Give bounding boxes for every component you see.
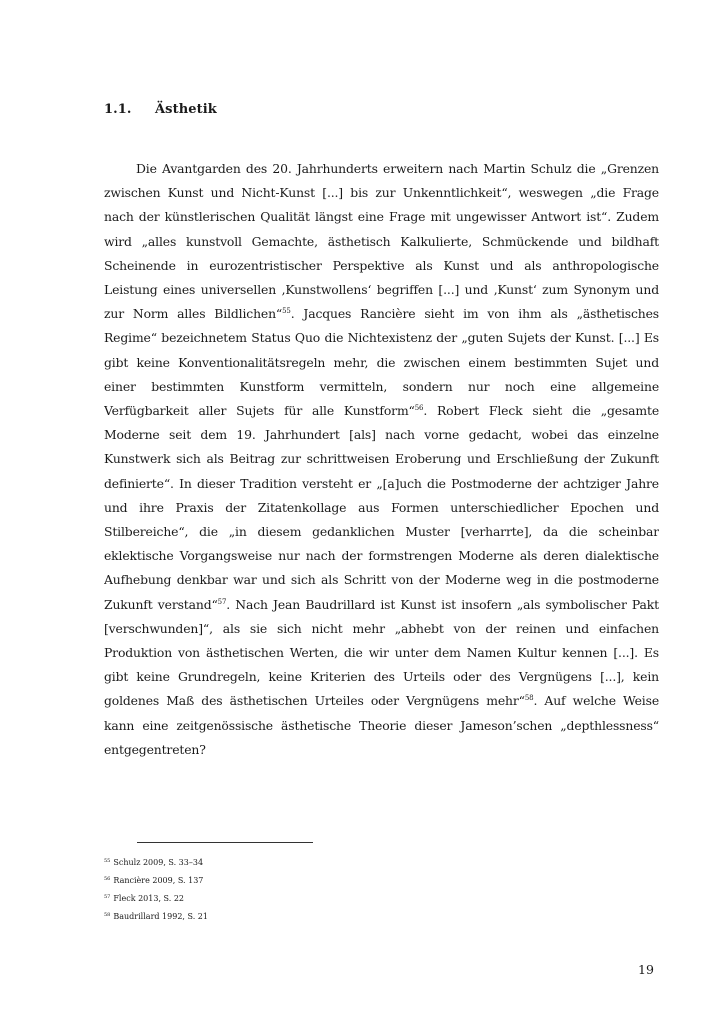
footnote-marker: 58: [104, 912, 111, 918]
footnote-item: [104, 854, 208, 872]
page-number: 19: [638, 962, 654, 977]
body-line: nach der künstlerischen Qualität längst eine Frage mit ungewisser Antwort ist“. Zudem: [104, 209, 659, 225]
body-line: entgegentreten?: [104, 741, 206, 757]
body-line: kann eine zeitgenössische ästhetische Theorie dieser Jameson’schen „depthlessness“: [104, 717, 659, 733]
body-line: Produktion von ästhetischen Werten, die wir unter dem Namen Kultur kennen [...]. Es: [104, 645, 659, 661]
body-line: Leistung eines universellen ‚Kunstwollens‘ begriffen [...] und ‚Kunst‘ zum Synonym und: [104, 282, 659, 298]
body-line: Verfügbarkeit aller Sujets für alle Kunstform“$^{56}$. Robert Fleck sieht die „gesamte: [104, 403, 659, 419]
body-line: Moderne seit dem 19. Jahrhundert [als] nach vorne gedacht, wobei das einzelne: [104, 427, 659, 443]
body-line: einer bestimmten Kunstform vermitteln, sondern nur noch eine allgemeine: [104, 378, 659, 394]
body-line: und ihre Praxis der Zitatenkollage aus Formen unterschiedlicher Epochen und: [104, 499, 659, 515]
footnote-reference[interactable]: 58: [524, 694, 534, 703]
footnote-text: Fleck 2013, S. 22: [113, 894, 184, 903]
body-line: eklektische Vorgangsweise nur nach der formstrengen Moderne als deren dialektische: [104, 548, 659, 564]
section-title: Ästhetik: [155, 102, 217, 117]
footnote-marker: 57: [104, 894, 111, 900]
body-line: goldenes Maß des ästhetischen Urteiles oder Vergnügens mehr“$^{58}$. Auf welche Weise: [104, 693, 659, 709]
footnote-marker: 55: [104, 858, 111, 864]
section-heading: [104, 102, 217, 117]
body-line: Die Avantgarden des 20. Jahrhunderts erweitern nach Martin Schulz die „Grenzen: [136, 161, 659, 176]
body-line: [verschwunden]“, als sie sich nicht mehr „abhebt von der reinen und einfachen: [104, 620, 659, 636]
body-line: zwischen Kunst und Nicht-Kunst [...] bis zur Unkenntlichkeit“, weswegen „die Frage: [104, 185, 659, 201]
footnote-reference[interactable]: 55: [282, 307, 291, 316]
body-line: Zukunft verstand“$^{57}$. Nach Jean Baudrillard ist Kunst ist insofern „als symbolischer Pakt: [104, 596, 659, 612]
section-number: 1.1.: [104, 102, 132, 117]
body-line: zur Norm alles Bildlichen“$^{55}$. Jacques Rancière sieht im von ihm als „ästhetisches: [104, 306, 659, 322]
footnote-item: [104, 872, 208, 890]
body-line: gibt keine Grundregeln, keine Kriterien des Urteils oder des Vergnügens [...], kein: [104, 669, 659, 685]
footnote-reference[interactable]: 57: [217, 597, 227, 606]
footnote-item: [104, 908, 208, 926]
body-line: wird „alles kunstvoll Gemachte, ästhetisch Kalkulierte, Schmückende und bildhaft: [104, 233, 659, 249]
body-paragraph: [104, 157, 659, 762]
body-line: Stilbereiche“, die „in diesem gedanklichen Muster [verharrte], da die scheinbar: [104, 524, 659, 540]
body-line: Scheinende in eurozentristischer Perspektive als Kunst und als anthropologische: [104, 257, 659, 273]
body-line: definierte“. In dieser Tradition versteht er „[a]uch die Postmoderne der achtziger Jahre: [104, 475, 659, 491]
footnote-reference[interactable]: 56: [414, 404, 424, 413]
footnote-text: Baudrillard 1992, S. 21: [113, 912, 208, 921]
body-line: gibt keine Konventionalitätsregeln mehr, die zwischen einem bestimmten Sujet und: [104, 354, 659, 370]
footnote-marker: 56: [104, 876, 111, 882]
footnote-text: Rancière 2009, S. 137: [113, 876, 204, 885]
body-line: Aufhebung denkbar war und sich als Schritt von der Moderne weg in die postmoderne: [104, 572, 659, 588]
body-line: Regime“ bezeichnetem Status Quo die Nichtexistenz der „guten Sujets der Kunst. [...] Es: [104, 330, 659, 346]
footnote-item: [104, 890, 208, 908]
body-line: Kunstwerk sich als Beitrag zur schrittweisen Eroberung und Erschließung der Zukunft: [104, 451, 659, 467]
footnote-text: Schulz 2009, S. 33–34: [113, 858, 204, 867]
footnotes: [104, 854, 208, 926]
footnote-separator: [137, 842, 313, 843]
